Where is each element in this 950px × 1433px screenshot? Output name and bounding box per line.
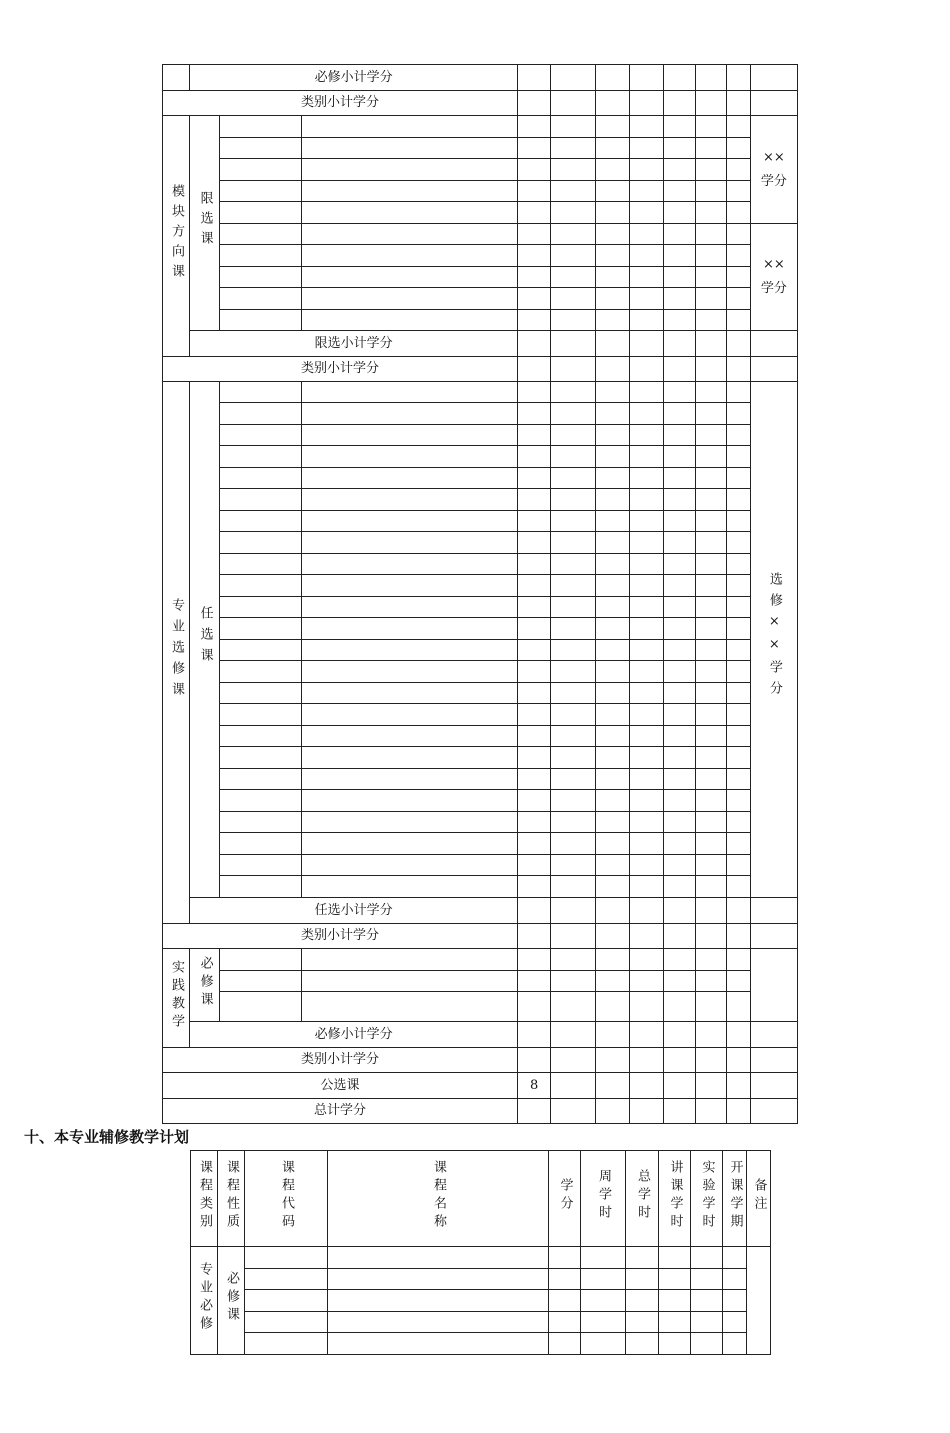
elective-category-cell: 专业选修课 — [163, 382, 190, 924]
header-total-hours: 总学时 — [626, 1151, 659, 1247]
teaching-plan-table — [162, 64, 798, 1124]
required-subtotal-label: 必修小计学分 — [190, 65, 518, 91]
table-row — [163, 597, 798, 618]
table-row — [163, 224, 798, 245]
required-subtotal-label: 必修小计学分 — [190, 1022, 518, 1048]
category-subtotal-row — [163, 924, 798, 949]
table-row — [163, 116, 798, 138]
category-subtotal-label: 类别小计学分 — [163, 357, 518, 382]
minor-nature-cell: 必修课 — [218, 1247, 245, 1355]
optional-subtotal-row — [163, 898, 798, 924]
module-note-b: ×× 学分 — [750, 224, 797, 331]
header-credit: 学分 — [549, 1151, 581, 1247]
required-subtotal-row — [163, 65, 798, 91]
module-nature-cell: 限选课 — [190, 116, 220, 331]
practice-category-cell: 实践教学 — [163, 949, 190, 1048]
table-row — [163, 575, 798, 597]
header-lab-hours: 实验学时 — [691, 1151, 723, 1247]
header-category: 课程类别 — [191, 1151, 218, 1247]
table-row — [163, 618, 798, 640]
minor-plan-table — [190, 1150, 771, 1355]
table-row — [163, 683, 798, 704]
table-row — [163, 181, 798, 202]
table-row — [191, 1290, 771, 1312]
table-row — [163, 446, 798, 468]
category-subtotal-label: 类别小计学分 — [163, 91, 518, 116]
table-row — [163, 992, 798, 1022]
module-note-a: ×× 学分 — [750, 116, 797, 224]
table-row — [163, 554, 798, 575]
public-elective-label: 公选课 — [163, 1073, 518, 1099]
table-row — [163, 288, 798, 310]
table-row — [163, 704, 798, 726]
total-credits-label: 总计学分 — [163, 1099, 518, 1124]
table-row — [163, 489, 798, 511]
header-code: 课程代码 — [245, 1151, 328, 1247]
category-subtotal-row — [163, 1048, 798, 1073]
table-row — [163, 661, 798, 683]
table-row — [163, 971, 798, 992]
table-row — [163, 855, 798, 876]
category-subtotal-label: 类别小计学分 — [163, 924, 518, 949]
minor-category-cell: 专业必修 — [191, 1247, 218, 1355]
section-title: 十、本专业辅修教学计划 — [24, 1128, 190, 1146]
table-row — [163, 202, 798, 224]
table-row — [163, 310, 798, 331]
table-row — [163, 812, 798, 833]
category-subtotal-row — [163, 91, 798, 116]
category-subtotal-label: 类别小计学分 — [163, 1048, 518, 1073]
table-row — [163, 382, 798, 403]
table-row — [163, 425, 798, 446]
public-elective-credit: 8 — [518, 1073, 551, 1099]
header-lecture-hours: 讲课学时 — [659, 1151, 691, 1247]
table-row — [163, 769, 798, 790]
table-row — [163, 747, 798, 769]
table-row — [163, 267, 798, 288]
required-subtotal-row — [163, 1022, 798, 1048]
header-name: 课程名称 — [328, 1151, 549, 1247]
header-row — [191, 1151, 771, 1247]
table-row — [163, 949, 798, 971]
header-semester: 开课学期 — [723, 1151, 747, 1247]
table-row — [163, 726, 798, 747]
header-nature: 课程性质 — [218, 1151, 245, 1247]
table-row — [163, 532, 798, 554]
public-elective-row — [163, 1073, 798, 1099]
table-row — [163, 640, 798, 661]
table-row — [163, 468, 798, 489]
table-row — [163, 833, 798, 855]
category-subtotal-row — [163, 357, 798, 382]
elective-nature-cell: 任选课 — [190, 382, 220, 898]
optional-subtotal-label: 任选小计学分 — [190, 898, 518, 924]
table-row — [163, 511, 798, 532]
table-row — [163, 138, 798, 159]
total-credits-row — [163, 1099, 798, 1124]
table-row — [163, 245, 798, 267]
restricted-subtotal-label: 限选小计学分 — [190, 331, 518, 357]
table-row — [191, 1247, 771, 1269]
elective-note: 选修××学分 — [750, 382, 797, 898]
table-row — [191, 1333, 771, 1355]
table-row — [163, 876, 798, 898]
table-row — [163, 159, 798, 181]
table-row — [163, 403, 798, 425]
restricted-subtotal-row — [163, 331, 798, 357]
header-weekly-hours: 周学时 — [581, 1151, 626, 1247]
practice-nature-cell: 必修课 — [190, 949, 220, 1022]
header-remarks: 备注 — [747, 1151, 771, 1247]
table-row — [163, 790, 798, 812]
module-category-cell: 模块方向课 — [163, 116, 190, 357]
table-row — [191, 1312, 771, 1333]
table-row — [191, 1269, 771, 1290]
